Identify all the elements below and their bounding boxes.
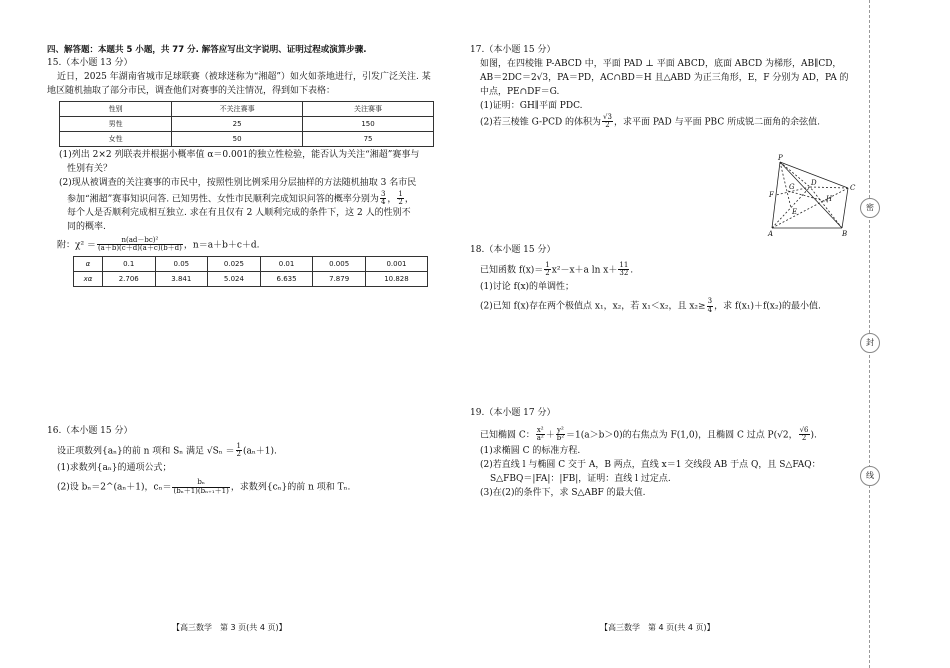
table-cell: 6.635 bbox=[260, 272, 313, 287]
label-F: F bbox=[769, 191, 774, 199]
table-cell: 0.005 bbox=[313, 257, 366, 272]
table-header-row bbox=[60, 101, 434, 116]
q15-intro-1: 近日，2025 年湖南省城市足球联赛（被球迷称为“湘超”）如火如荼地进行，引发广泛关注. 某 bbox=[57, 72, 431, 83]
fraction-root3-over-2: $\frac{√3}{2}$ bbox=[603, 112, 612, 130]
fraction-x2-a2: $\frac{\text{x²}}{\text{a²}}$ bbox=[536, 425, 544, 443]
q18-part1: (1)讨论 f(x)的单调性； bbox=[480, 282, 575, 293]
q17-line3: 中点，PE∩DF＝G. bbox=[480, 86, 560, 97]
table-cell: 3.841 bbox=[155, 272, 208, 287]
q15-part2-line4: 同的概率. bbox=[67, 222, 106, 233]
table-cell: 男性 bbox=[60, 116, 172, 131]
fraction-y2-b2: $\frac{\text{y²}}{\text{b²}}$ bbox=[556, 425, 565, 443]
fraction-one-half: $\frac{1}{2}$ bbox=[545, 260, 550, 278]
chi-square-fraction: $\frac{\text{n(ad－bc)²}}{(a+b)(c+d)(a+c)(b+d)}$ bbox=[97, 235, 182, 253]
q18-text-end: . bbox=[630, 265, 634, 276]
table-cell: 75 bbox=[303, 131, 434, 146]
q16-part1: (1)求数列{aₙ}的通项公式； bbox=[57, 463, 172, 474]
table-cell: 0.05 bbox=[155, 257, 208, 272]
pyramid-figure bbox=[762, 150, 862, 240]
table-header-cell: 不关注赛事 bbox=[172, 101, 303, 116]
fraction-root6-over-2: $\frac{√6}{2}$ bbox=[799, 425, 809, 443]
q15-part2-line2 bbox=[47, 191, 437, 207]
edge-AD bbox=[772, 187, 810, 228]
seal-mark: 封 bbox=[860, 333, 880, 353]
q16-part2-fraction: $\frac{\text{bₙ}}{\text{(bₙ＋1)(bₙ₊₁＋1)}}$ bbox=[173, 478, 229, 495]
q19-part2-line1: (2)若直线 l 与椭圆 C 交于 A，B 两点，直线 x＝1 交线段 AB 于点 Q，且 S△FAQ： bbox=[480, 460, 821, 471]
formula-suffix: ，n＝a＋b＋c＋d. bbox=[183, 240, 260, 251]
label-G: G bbox=[789, 183, 795, 191]
q19-part2-line2: S△FBQ＝|FA|：|FB|，证明：直线 l 过定点. bbox=[490, 474, 671, 485]
chi-square-formula bbox=[47, 237, 437, 253]
table-header-cell: α bbox=[74, 257, 103, 272]
right-column bbox=[470, 44, 860, 130]
label-H: H bbox=[826, 195, 833, 203]
q18-part2-text: (2)已知 f(x)存在两个极值点 x₁，x₂，若 x₁＜x₂，且 x₂≥ bbox=[480, 301, 706, 312]
label-B: B bbox=[842, 230, 848, 238]
q15-heading: 15.（本小题 13 分） bbox=[47, 58, 133, 69]
formula-prefix: 附：χ² ＝ bbox=[57, 240, 96, 251]
table-cell: 50 bbox=[172, 131, 303, 146]
q18-text: 已知函数 f(x)＝ bbox=[480, 265, 544, 276]
comma: ， bbox=[387, 194, 397, 205]
label-D: D bbox=[811, 179, 817, 187]
q19-text-mid: ＝1(a＞b＞0)的右焦点为 F(1,0)，且椭圆 C 过点 P(√2， bbox=[566, 430, 798, 441]
comma: ， bbox=[404, 194, 414, 205]
q16-text-end: (aₙ＋1). bbox=[243, 446, 277, 457]
q18-part2-text-end: ，求 f(x₁)＋f(x₂)的最小值. bbox=[714, 301, 821, 312]
q17-part2-text: (2)若三棱锥 G-PCD 的体积为 bbox=[480, 117, 602, 128]
table-header-cell: xα bbox=[74, 272, 103, 287]
q15-part2-line3: 每个人是否顺利完成相互独立. 求在有且仅有 2 人顺利完成的条件下，这 2 人的性别不 bbox=[67, 208, 411, 219]
q16-part2-text: (2)设 bₙ＝2^(aₙ＋1)，cₙ＝ bbox=[57, 482, 172, 493]
table-row bbox=[60, 131, 434, 146]
q17-heading: 17.（本小题 15 分） bbox=[470, 45, 556, 55]
table-cell: 7.879 bbox=[313, 272, 366, 287]
q19-block bbox=[470, 407, 865, 501]
table-cell: 0.1 bbox=[102, 257, 155, 272]
q18-line1 bbox=[470, 262, 860, 278]
q16-sqrt: √Sₙ ＝ bbox=[206, 446, 235, 457]
q19-line1 bbox=[470, 427, 865, 443]
q16-line1 bbox=[47, 443, 437, 459]
edge-PB bbox=[780, 162, 842, 228]
fraction-three-quarters: $\frac{3}{4}$ bbox=[707, 297, 713, 314]
table-header-cell: 性别 bbox=[60, 101, 172, 116]
fraction-one-half: $\frac{1}{2}$ bbox=[236, 441, 242, 459]
table-cell: 2.706 bbox=[102, 272, 155, 287]
table-cell: 0.001 bbox=[365, 257, 427, 272]
q16-part2-text-end: ，求数列{cₙ}的前 n 项和 Tₙ. bbox=[230, 482, 351, 493]
edge-DC bbox=[810, 187, 848, 188]
q17-part1: (1)证明：GH∥平面 PDC. bbox=[480, 100, 583, 111]
q17-part2 bbox=[470, 114, 860, 130]
label-A: A bbox=[768, 230, 774, 238]
q15-intro-2: 地区随机抽取了部分市民，调查他们对赛事的关注情况，得到如下表格： bbox=[47, 86, 336, 97]
seal-mark: 密 bbox=[860, 198, 880, 218]
table-cell: 5.024 bbox=[208, 272, 261, 287]
plus-sign: ＋ bbox=[545, 430, 555, 441]
fraction-one-half: $\frac{1}{2}$ bbox=[398, 189, 403, 207]
table-cell: 0.025 bbox=[208, 257, 261, 272]
table-cell: 25 bbox=[172, 116, 303, 131]
table-row bbox=[74, 257, 428, 272]
table-cell: 0.01 bbox=[260, 257, 313, 272]
q18-block bbox=[470, 244, 860, 314]
page-footer-left: 【高三数学 第 3 页(共 4 页)】 bbox=[172, 623, 287, 632]
table-cell: 女性 bbox=[60, 131, 172, 146]
seg-GH bbox=[788, 191, 828, 202]
q16-part2 bbox=[47, 479, 437, 495]
label-C: C bbox=[850, 184, 856, 192]
q18-heading: 18.（本小题 15 分） bbox=[470, 245, 556, 255]
q19-text: 已知椭圆 C： bbox=[480, 430, 535, 441]
q15-part2-line1: (2)现从被调查的关注赛事的市民中，按照性别比例采用分层抽样的方法随机抽取 3 名市民 bbox=[59, 177, 417, 188]
left-column bbox=[47, 44, 437, 287]
table-row bbox=[74, 272, 428, 287]
label-E: E bbox=[792, 208, 798, 216]
q18-text-mid: x²－x＋a ln x＋ bbox=[551, 265, 618, 276]
q15-part1-line1: (1)列出 2×2 列联表并根据小概率值 α＝0.001的独立性检验，能否认为关注“湘超”赛事与 bbox=[59, 149, 420, 160]
critical-value-table bbox=[73, 256, 428, 287]
q15-survey-table bbox=[59, 101, 434, 147]
q19-part3: (3)在(2)的条件下，求 S△ABF 的最大值. bbox=[480, 488, 646, 499]
table-header-cell: 关注赛事 bbox=[303, 101, 434, 116]
q19-heading: 19.（本小题 17 分） bbox=[470, 408, 556, 418]
q18-part2 bbox=[470, 298, 860, 314]
page-footer-right: 【高三数学 第 4 页(共 4 页)】 bbox=[600, 623, 715, 632]
q19-part1: (1)求椭圆 C 的标准方程. bbox=[480, 446, 581, 457]
q16-block bbox=[47, 425, 437, 495]
q17-line2: AB＝2DC＝2√3，PA＝PD，AC∩BD＝H 且△ABD 为正三角形，E，F 分别为 AD，PA 的 bbox=[480, 72, 849, 83]
q15-part2-text: 参加“湘超”赛事知识问答. 已知男性、女性市民顺利完成知识问答的概率分别为 bbox=[67, 194, 379, 205]
q19-text-end: ). bbox=[810, 430, 817, 441]
table-cell: 10.828 bbox=[365, 272, 427, 287]
edge-BC bbox=[842, 188, 848, 228]
q16-heading: 16.（本小题 15 分） bbox=[47, 426, 133, 436]
section-title: 四、解答题：本题共 5 小题，共 77 分. 解答应写出文字说明、证明过程或演算步骤. bbox=[47, 45, 367, 55]
label-P: P bbox=[778, 154, 783, 162]
diag-BD bbox=[810, 187, 842, 228]
q17-line1: 如图，在四棱锥 P-ABCD 中，平面 PAD ⊥ 平面 ABCD，底面 ABCD 为梯形，AB∥CD， bbox=[480, 58, 842, 69]
q16-text: 设正项数列{aₙ}的前 n 项和 Sₙ 满足 bbox=[57, 446, 205, 457]
q17-part2-text-end: ，求平面 PAD 与平面 PBC 所成锐二面角的余弦值. bbox=[613, 117, 820, 128]
edge-PD bbox=[780, 162, 810, 187]
table-cell: 150 bbox=[303, 116, 434, 131]
seal-mark: 线 bbox=[860, 466, 880, 486]
fraction-11-32: $\frac{11}{32}$ bbox=[619, 260, 629, 278]
q15-part1-line2: 性别有关？ bbox=[67, 163, 113, 174]
fraction-three-quarters: $\frac{3}{4}$ bbox=[380, 189, 386, 207]
table-row bbox=[60, 116, 434, 131]
